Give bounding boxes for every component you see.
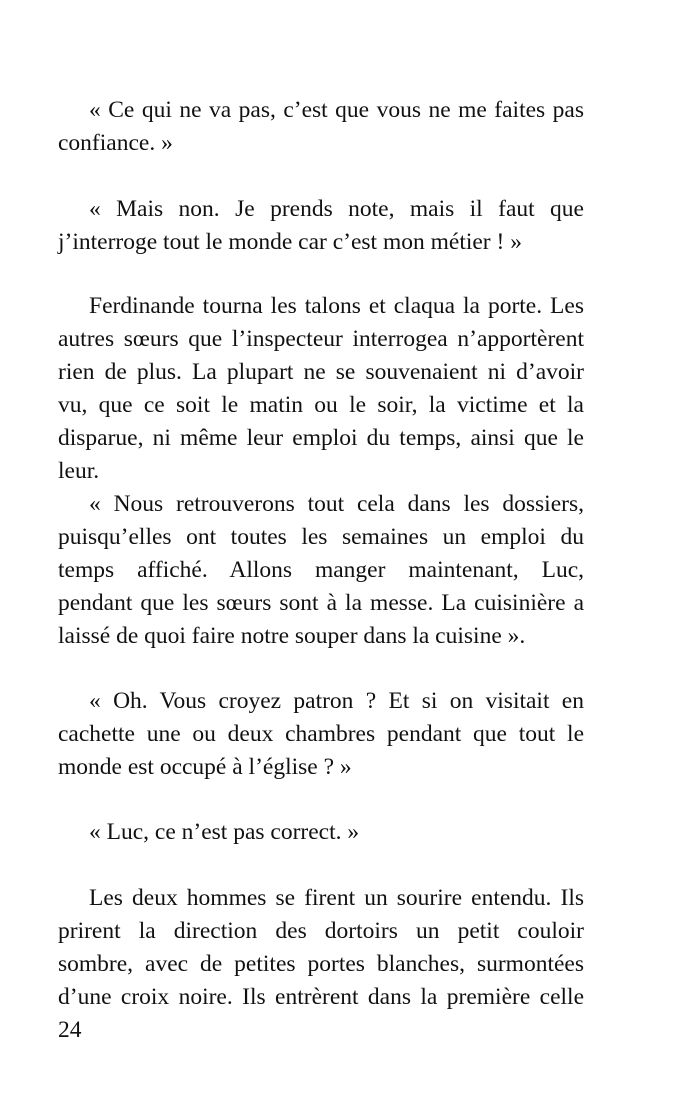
paragraph-2-line-1: « Mais non. Je prends note, mais il faut que [89, 196, 584, 222]
paragraph-1-line-2: confiance. » [58, 130, 173, 156]
paragraph-3-line-3: rien de plus. La plupart ne se souvenaient ni d’avoir [58, 359, 584, 385]
paragraph-4-line-1: « Nous retrouverons tout cela dans les dossiers, [89, 491, 584, 517]
paragraph-3-line-1: Ferdinande tourna les talons et claqua la porte. Les [89, 293, 584, 319]
paragraph-7-line-3: sombre, avec de petites portes blanches, surmontées [58, 951, 584, 977]
paragraph-7-line-2: prirent la direction des dortoirs un petit couloir [58, 918, 584, 944]
paragraph-5-line-2: cachette une ou deux chambres pendant que tout le [58, 721, 584, 747]
paragraph-1-line-1: « Ce qui ne va pas, c’est que vous ne me faites pas [89, 97, 584, 123]
paragraph-3-line-4: vu, que ce soit le matin ou le soir, la victime et la [58, 392, 584, 418]
paragraph-6-line-1: « Luc, ce n’est pas correct. » [89, 819, 360, 845]
paragraph-3-line-6: leur. [58, 458, 100, 484]
paragraph-4-line-4: pendant que les sœurs sont à la messe. La cuisinière a [58, 590, 584, 616]
paragraph-7-line-4: d’une croix noire. Ils entrèrent dans la première celle [58, 984, 584, 1010]
paragraph-4-line-2: puisqu’elles ont toutes les semaines un emploi du [58, 524, 584, 550]
paragraph-2-line-2: j’interroge tout le monde car c’est mon métier ! » [58, 229, 522, 255]
paragraph-5-line-3: monde est occupé à l’église ? » [58, 754, 352, 780]
paragraph-3-line-2: autres sœurs que l’inspecteur interrogea n’apportèrent [58, 326, 584, 352]
paragraph-7-line-1: Les deux hommes se firent un sourire entendu. Ils [89, 885, 584, 911]
paragraph-5-line-1: « Oh. Vous croyez patron ? Et si on visitait en [89, 688, 584, 714]
page-number: 24 [58, 1017, 82, 1043]
paragraph-4-line-3: temps affiché. Allons manger maintenant, Luc, [58, 557, 584, 583]
paragraph-4-line-5: laissé de quoi faire notre souper dans la cuisine ». [58, 623, 526, 649]
paragraph-3-line-5: disparue, ni même leur emploi du temps, ainsi que le [58, 425, 584, 451]
